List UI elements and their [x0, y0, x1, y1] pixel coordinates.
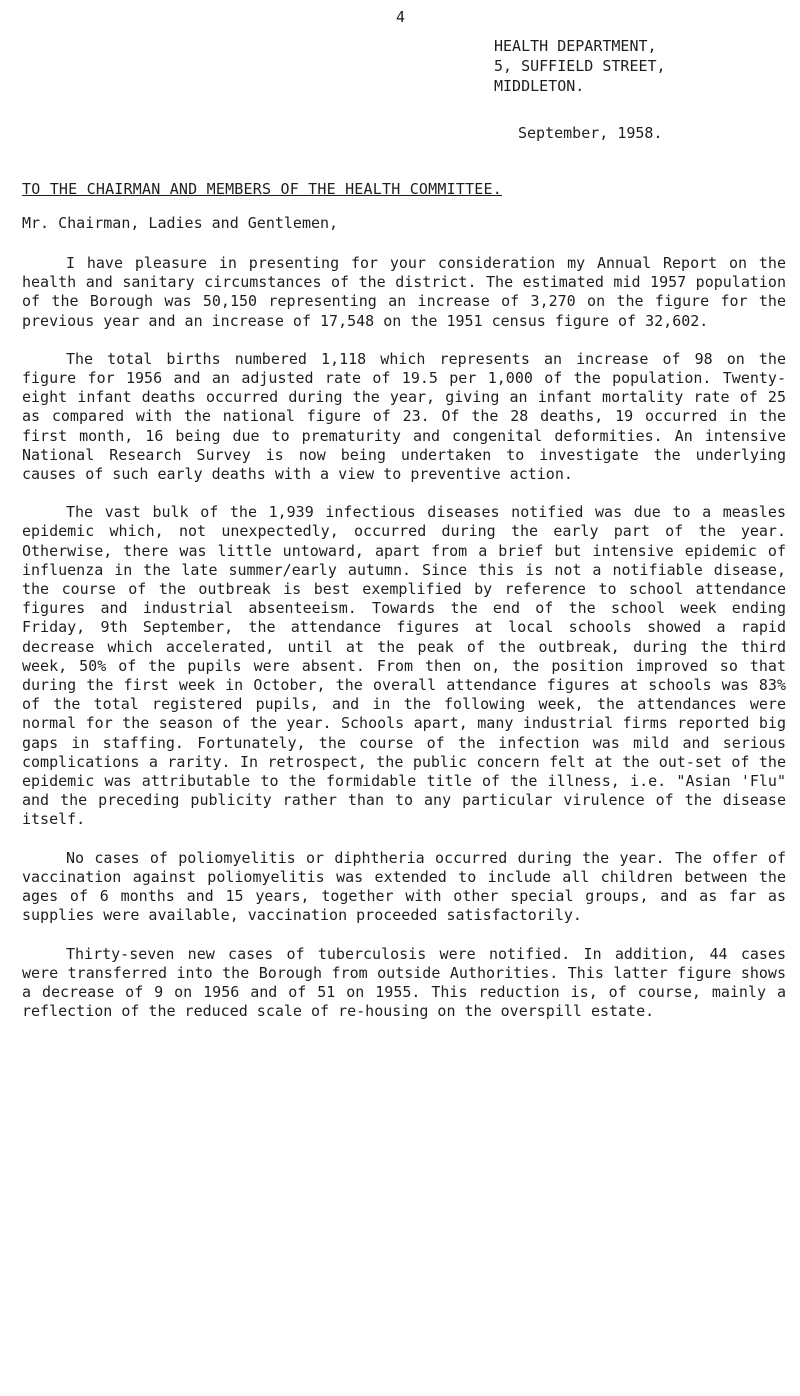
paragraph: I have pleasure in presenting for your consideration my Annual Report on the health and sanitary circumstances of the district. The estimated mid 1957 population of the Borough was 50,150 representing an increase of 3,270 on the figure for the previous year and an increase of 17,548 on the 1951 census figure of 32,602.	[22, 254, 786, 330]
sender-address	[494, 36, 666, 96]
address-line-1: HEALTH DEPARTMENT,	[494, 37, 657, 55]
paragraph: The vast bulk of the 1,939 infectious diseases notified was due to a measles epidemic which, not unexpectedly, occurred during the early part of the year. Otherwise, there was little untoward, apart from a brief but intensive epidemic of influenza in the late summer/early autumn. Since this is not a notifiable disease, the course of the outbreak is best exemplified by reference to school attendance figures and industrial absenteeism. Towards the end of the school week ending Friday, 9th September, the attendance figures at local schools showed a rapid decrease which accelerated, until at the peak of the outbreak, during the third week, 50% of the pupils were absent. From then on, the position improved so that during the first week in October, the overall attendance figures at schools was 83% of the total registered pupils, and in the following week, the attendances were normal for the season of the year. Schools apart, many industrial firms reported big gaps in staffing. Fortunately, the course of the infection was mild and serious complications a rarity. In retrospect, the public concern felt at the out-set of the epidemic was attributable to the formidable title of the illness, i.e. "Asian 'Flu" and the preceding publicity rather than to any particular virulence of the disease itself.	[22, 503, 786, 829]
page-number: 4	[396, 8, 406, 26]
address-line-3: MIDDLETON.	[494, 77, 585, 95]
paragraph: The total births numbered 1,118 which represents an increase of 98 on the figure for 1956 and an adjusted rate of 19.5 per 1,000 of the population. Twenty-eight infant deaths occurred during the year, giving an infant mortality rate of 25 as compared with the national figure of 23. Of the 28 deaths, 19 occurred in the first month, 16 being due to prematurity and congenital deformities. An intensive National Research Survey is now being undertaken to investigate the underlying causes of such early deaths with a view to preventive action.	[22, 349, 786, 484]
letter-heading: TO THE CHAIRMAN AND MEMBERS OF THE HEALTH COMMITTEE.	[22, 180, 502, 198]
paragraph: No cases of poliomyelitis or diphtheria occurred during the year. The offer of vaccination against poliomyelitis was extended to include all children between the ages of 6 months and 15 years, together with other special groups, and as far as supplies were available, vaccination proceeded satisfactorily.	[22, 848, 786, 925]
letter-date: September, 1958.	[518, 124, 663, 142]
letter-body	[22, 254, 786, 1040]
paragraph: Thirty-seven new cases of tuberculosis were notified. In addition, 44 cases were transferred into the Borough from outside Authorities. This latter figure shows a decrease of 9 on 1956 and of 51 on 1955. This reduction is, of course, mainly a reflection of the reduced scale of re-housing on the overspill estate.	[22, 944, 786, 1021]
address-line-2: 5, SUFFIELD STREET,	[494, 57, 666, 75]
greeting: Mr. Chairman, Ladies and Gentlemen,	[22, 214, 339, 232]
